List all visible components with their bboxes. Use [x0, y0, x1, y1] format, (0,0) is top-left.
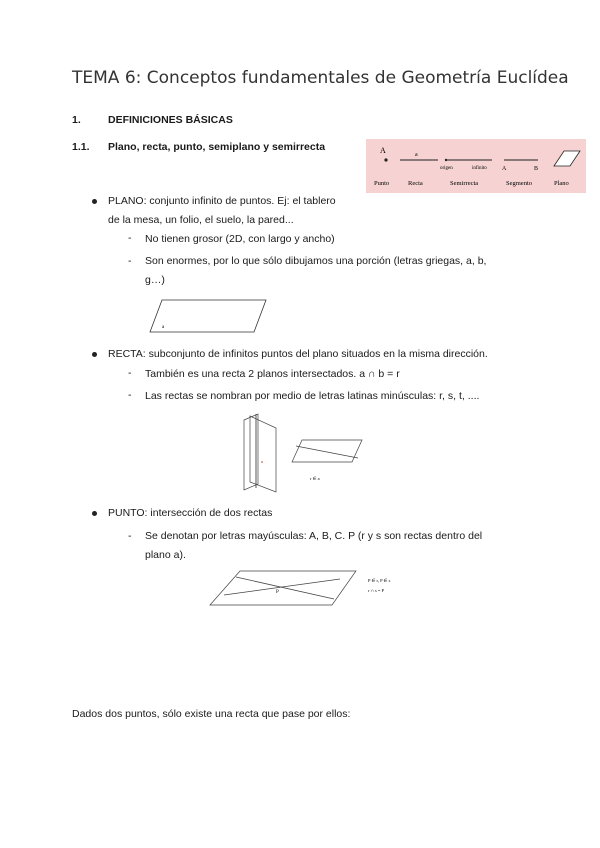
legend-caption-plano: Plano: [554, 180, 569, 187]
legend-caption-punto: Punto: [374, 180, 390, 187]
plane-figure: [142, 294, 272, 336]
plano-sub2-line2: g…): [145, 274, 165, 286]
point-figure-note2: r ∩ s = P: [368, 588, 385, 593]
plane-b-shape: [250, 416, 276, 492]
section-1-heading: DEFINICIONES BÁSICAS: [108, 114, 233, 126]
legend-segment-b: B: [534, 166, 539, 172]
section-1-number: 1.: [72, 114, 81, 126]
plano-definition-line1: PLANO: conjunto infinito de puntos. Ej: el tablero: [108, 195, 336, 207]
bullet-recta: [92, 352, 97, 357]
line-in-plane-svg: [288, 436, 366, 486]
plane-figure-label: a: [162, 325, 165, 330]
legend-caption-segmento: Segmento: [506, 180, 532, 187]
line-s-intersecting: [236, 577, 334, 599]
dash-plano-sub1: -: [128, 232, 132, 244]
line-in-plane-caption: r ∈ a: [310, 476, 320, 481]
point-intersection-svg: [208, 567, 398, 609]
plane-rs-shape: [210, 571, 356, 605]
recta-sub1: También es una recta 2 planos intersectados. a ∩ b = r: [145, 368, 400, 380]
intersecting-planes-svg: [236, 412, 286, 494]
legend-caption-semirrecta: Semirrecta: [450, 180, 479, 187]
line-in-plane-figure: [288, 436, 366, 486]
plane-parallelogram: [150, 300, 266, 332]
intersection-point-label: P: [276, 590, 279, 595]
legend-segment-a: A: [502, 166, 507, 172]
plane-figure-svg: [142, 294, 272, 336]
legend-line-label: a: [415, 152, 418, 158]
punto-definition: PUNTO: intersección de dos rectas: [108, 507, 273, 519]
point-figure-note1: P ∈ r, P ∈ s: [368, 578, 391, 583]
dash-plano-sub2: -: [128, 255, 132, 267]
dash-recta-sub2: -: [128, 389, 132, 401]
legend-ray-origin-label: origen: [440, 166, 453, 171]
bullet-plano: [92, 199, 97, 204]
punto-sub1-line1: Se denotan por letras mayúsculas: A, B, C. P (r y s son rectas dentro del: [145, 530, 483, 542]
closing-sentence: Dados dos puntos, sólo existe una recta que pase por ellos:: [72, 708, 351, 720]
punto-sub1-line2: plano a).: [145, 549, 186, 561]
page-title: TEMA 6: Conceptos fundamentales de Geometría Euclídea: [72, 68, 569, 88]
dash-punto-sub1: -: [128, 530, 132, 542]
geometry-legend-figure: [366, 139, 586, 193]
recta-definition: RECTA: subconjunto de infinitos puntos del plano situados en la misma dirección.: [108, 348, 488, 360]
recta-sub2: Las rectas se nombran por medio de letras latinas minúsculas: r, s, t, ....: [145, 390, 480, 402]
plane-r-shape: [292, 440, 362, 462]
geometry-legend-svg: [366, 139, 586, 193]
legend-point-dot: [384, 158, 387, 161]
bullet-punto: [92, 511, 97, 516]
intersecting-planes-figure: [236, 412, 286, 494]
legend-caption-recta: Recta: [408, 180, 423, 187]
plano-definition-line2: de la mesa, un folio, el suelo, la pared...: [108, 214, 294, 226]
intersection-mark: [261, 461, 263, 463]
legend-ray-origin-dot: [445, 159, 447, 161]
plano-sub2-line1: Son enormes, por lo que sólo dibujamos una porción (letras griegas, a, b,: [145, 255, 487, 267]
point-intersection-figure: [208, 567, 398, 609]
dash-recta-sub1: -: [128, 367, 132, 379]
legend-ray-infinite-label: infinito: [472, 166, 487, 171]
section-1-1-heading: Plano, recta, punto, semiplano y semirrecta: [108, 141, 326, 153]
legend-point-label: A: [380, 146, 386, 155]
line-r-stroke: [296, 446, 358, 458]
section-1-1-number: 1.1.: [72, 141, 90, 153]
plano-sub1: No tienen grosor (2D, con largo y ancho): [145, 233, 335, 245]
